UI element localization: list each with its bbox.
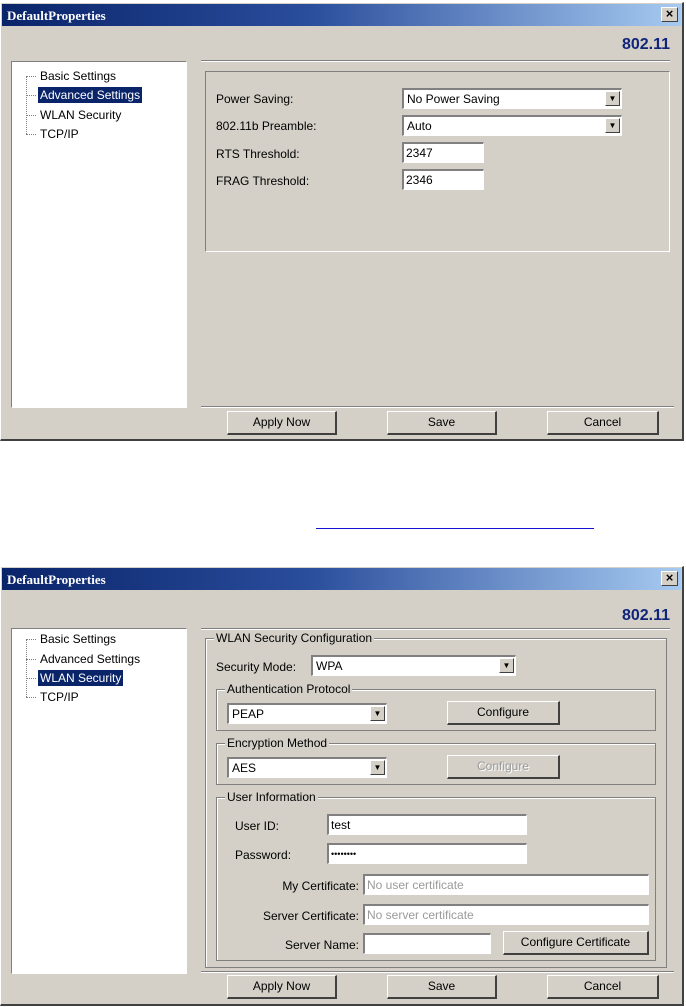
configure-certificate-button[interactable]: Configure Certificate — [503, 931, 649, 955]
close-icon: × — [665, 6, 674, 21]
user-information-group — [216, 790, 656, 961]
apply-now-button[interactable]: Apply Now — [227, 975, 337, 999]
server-certificate-label: Server Certificate: — [262, 909, 359, 923]
tree-item-basic-settings[interactable]: Basic Settings — [40, 632, 117, 646]
footer-divider — [201, 971, 674, 973]
tree-line — [26, 639, 36, 640]
properties-window-advanced — [0, 2, 684, 441]
user-id-input[interactable] — [327, 814, 527, 835]
my-certificate-field — [363, 874, 649, 895]
server-name-input[interactable] — [363, 933, 491, 954]
my-certificate-value: No user certificate — [367, 878, 464, 892]
encryption-method-group — [216, 736, 656, 785]
security-mode-select[interactable] — [311, 655, 516, 676]
brand-label: 802.11 — [621, 607, 670, 624]
frag-threshold-label: FRAG Threshold: — [216, 174, 310, 188]
wlan-security-group-title: WLAN Security Configuration — [216, 631, 373, 645]
tree-line — [26, 76, 27, 134]
properties-window-wlan-security — [0, 566, 684, 1006]
server-certificate-value: No server certificate — [367, 908, 474, 922]
dropdown-arrow-icon[interactable]: ▼ — [370, 760, 385, 775]
frag-threshold-input[interactable] — [402, 169, 484, 190]
tree-item-advanced-settings[interactable]: Advanced Settings — [40, 652, 141, 666]
user-id-value: test — [331, 818, 351, 832]
auth-configure-button[interactable]: Configure — [447, 701, 560, 725]
close-button[interactable] — [661, 571, 678, 586]
power-saving-value: No Power Saving — [407, 92, 500, 106]
encryption-method-select[interactable] — [227, 757, 387, 778]
authentication-protocol-title: Authentication Protocol — [227, 682, 351, 696]
settings-tree[interactable] — [11, 61, 187, 408]
cancel-button[interactable]: Cancel — [547, 411, 659, 435]
save-button[interactable]: Save — [387, 975, 497, 999]
dropdown-arrow-icon[interactable]: ▼ — [605, 118, 620, 133]
advanced-settings-panel — [205, 71, 670, 252]
title-bar[interactable] — [2, 4, 681, 26]
window-title: DefaultProperties — [7, 8, 106, 23]
tree-line — [26, 678, 36, 679]
tree-item-wlan-security[interactable]: WLAN Security — [40, 671, 122, 685]
rts-threshold-input[interactable] — [402, 142, 484, 163]
tree-line — [26, 95, 36, 96]
header-divider — [201, 628, 670, 630]
apply-now-button[interactable]: Apply Now — [227, 411, 337, 435]
rts-threshold-label: RTS Threshold: — [216, 147, 300, 161]
footer-divider — [201, 406, 674, 408]
tree-item-basic-settings[interactable]: Basic Settings — [40, 69, 117, 83]
title-bar[interactable] — [2, 568, 681, 590]
server-name-label: Server Name: — [284, 938, 359, 952]
dropdown-arrow-icon[interactable]: ▼ — [499, 658, 514, 673]
dropdown-arrow-icon[interactable]: ▼ — [370, 706, 385, 721]
rts-threshold-value: 2347 — [406, 146, 433, 160]
tree-line — [26, 639, 27, 697]
power-saving-select[interactable] — [402, 88, 622, 109]
preamble-label: 802.11b Preamble: — [216, 119, 317, 133]
wlan-security-group — [205, 631, 667, 968]
cancel-button[interactable]: Cancel — [547, 975, 659, 999]
preamble-select[interactable] — [402, 115, 622, 136]
separator-underline — [316, 528, 594, 529]
settings-tree[interactable] — [11, 628, 187, 974]
user-information-title: User Information — [227, 790, 316, 804]
enc-configure-button[interactable]: Configure — [447, 755, 560, 779]
preamble-value: Auto — [407, 119, 432, 133]
password-input[interactable] — [327, 843, 527, 864]
tree-line — [26, 659, 36, 660]
window-title: DefaultProperties — [7, 572, 106, 587]
user-id-label: User ID: — [235, 819, 280, 833]
password-value: •••••••• — [331, 849, 357, 859]
save-button[interactable]: Save — [387, 411, 497, 435]
my-certificate-label: My Certificate: — [282, 879, 359, 893]
dropdown-arrow-icon[interactable]: ▼ — [605, 91, 620, 106]
tree-item-tcpip[interactable]: TCP/IP — [40, 690, 79, 704]
close-icon: × — [665, 570, 674, 585]
authentication-protocol-group — [216, 682, 656, 731]
tree-item-wlan-security[interactable]: WLAN Security — [40, 108, 122, 122]
authentication-protocol-value: PEAP — [232, 707, 265, 721]
server-certificate-field — [363, 904, 649, 925]
frag-threshold-value: 2346 — [406, 173, 433, 187]
power-saving-label: Power Saving: — [216, 92, 294, 106]
password-label: Password: — [235, 848, 292, 862]
encryption-method-title: Encryption Method — [227, 736, 328, 750]
authentication-protocol-select[interactable] — [227, 703, 387, 724]
security-mode-label: Security Mode: — [216, 660, 297, 674]
tree-item-advanced-settings[interactable]: Advanced Settings — [40, 88, 141, 102]
tree-line — [26, 115, 36, 116]
security-mode-value: WPA — [316, 659, 343, 673]
tree-item-tcpip[interactable]: TCP/IP — [40, 127, 79, 141]
encryption-method-value: AES — [232, 761, 257, 775]
header-divider — [201, 60, 670, 62]
tree-line — [26, 134, 36, 135]
tree-line — [26, 76, 36, 77]
tree-line — [26, 697, 36, 698]
brand-label: 802.11 — [621, 36, 670, 53]
close-button[interactable] — [661, 7, 678, 22]
